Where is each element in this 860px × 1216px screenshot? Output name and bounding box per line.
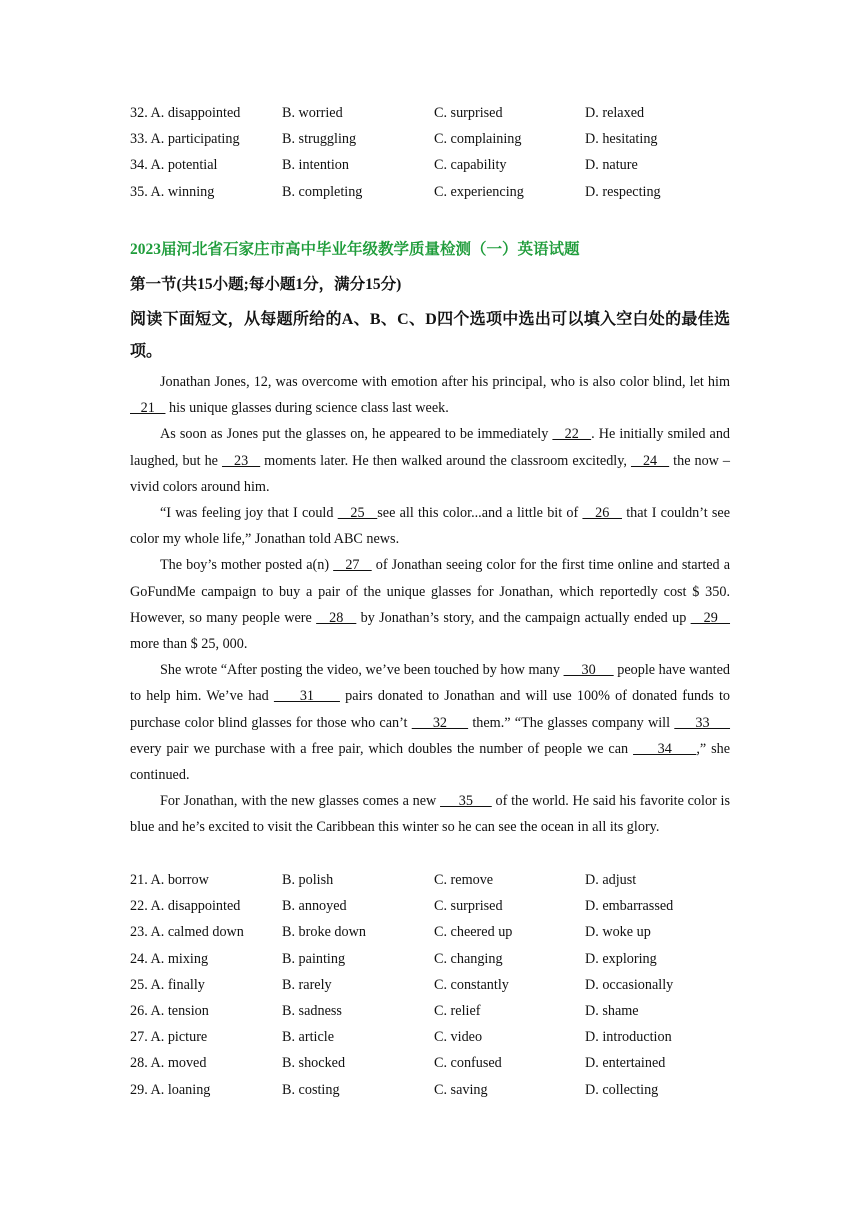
option-a: 33. A. participating [130,131,240,148]
option-row-26 [130,998,750,1024]
passage-text: moments later. He then walked around the classroom excitedly, [260,452,631,469]
option-row-21 [130,867,750,893]
option-c: C. surprised [434,105,503,121]
option-d: D. embarrassed [585,898,674,915]
option-b: B. intention [282,157,349,174]
passage-text: of the world. He said his favorite color is blue and he’s excited to visit the Caribbean this winter so he can see the ocean in all its glory. [130,793,730,836]
option-c: C. complaining [434,131,522,148]
option-b: B. rarely [282,976,332,993]
passage-text: of Jonathan seeing color for the first time online and started a GoFundMe campaign to buy a pair of the unique glasses for Jonathan, which reportedly cost $ 350. However, so many people were [130,557,731,626]
option-b: B. struggling [282,131,357,148]
passage-text: She wrote “After posting the video, we’ve been touched by how many [160,662,564,679]
option-d: D. woke up [585,924,651,941]
blank-29: 29 [690,609,731,626]
passage-text: by Jonathan’s story, and the campaign actually ended up [356,609,691,626]
passage-text: “I was feeling joy that I could [160,505,338,522]
passage-text: the now – vivid colors around him. [130,452,731,495]
option-b: B. broke down [282,924,366,941]
passage-text: people have wanted to help him. We’ve had [130,662,730,705]
option-c: C. saving [434,1081,488,1098]
option-row-22 [130,893,750,919]
option-c: C. constantly [434,976,509,993]
option-a: 21. A. borrow [130,872,209,888]
option-row-28 [130,1050,750,1076]
blank-33: 33 [674,714,731,731]
option-row-27 [130,1024,750,1050]
blank-27: 27 [333,557,372,574]
option-a: 24. A. mixing [130,950,209,967]
passage-text: see all this color...and a little bit of [377,505,583,522]
option-row-32 [130,100,750,126]
blank-32: 32 [411,714,469,731]
option-row-34 [130,152,750,178]
exam-title: 2023届河北省石家庄市高中毕业年级教学质量检测（一）英语试题 [130,241,580,258]
blank-21: 21 [130,400,166,417]
paragraph-4 [130,552,730,657]
option-a: 29. A. loaning [130,1081,211,1098]
blank-35: 35 [440,793,492,810]
option-b: B. shocked [282,1055,346,1072]
passage-text: more than $ 25, 000. [130,636,248,653]
passage-text: . He initially smiled and laughed, but he [130,426,731,469]
blank-34: 34 [633,740,697,757]
option-c: C. remove [434,872,494,888]
option-d: D. occasionally [585,976,674,993]
option-a: 27. A. picture [130,1029,208,1046]
option-c: C. relief [434,1002,481,1019]
option-d: D. collecting [585,1081,659,1098]
paragraph-6 [130,788,730,840]
passage-text: Jonathan Jones, 12, was overcome with emotion after his principal, who is also color blind, let him [160,374,730,390]
option-row-33 [130,126,750,152]
blank-26: 26 [582,505,622,522]
option-a: 22. A. disappointed [130,898,241,915]
option-d: D. entertained [585,1055,666,1072]
passage-text: As soon as Jones put the glasses on, he appeared to be immediately [160,426,553,443]
option-a: 25. A. finally [130,976,205,993]
option-row-24 [130,946,750,972]
option-b: B. article [282,1029,334,1046]
option-b: B. sadness [282,1002,342,1019]
option-d: D. introduction [585,1029,672,1046]
option-b: B. polish [282,872,334,888]
passage-text: his unique glasses during science class last week. [165,400,449,417]
option-d: D. hesitating [585,131,658,148]
option-c: C. experiencing [434,183,524,200]
option-c: C. confused [434,1055,502,1072]
option-c: C. capability [434,157,507,174]
option-b: B. annoyed [282,898,347,915]
passage-text: The boy’s mother posted a(n) [160,557,334,574]
option-c: C. cheered up [434,924,513,941]
blank-25: 25 [337,505,378,522]
option-c: C. video [434,1029,483,1046]
reading-passage [130,369,730,841]
passage-text: that I couldn’t see color my whole life,” Jonathan told ABC news. [130,505,731,548]
instructions: 阅读下面短文，从每题所给的A、B、C、D四个选项中选出可以填入空白处的最佳选项。 [130,311,730,360]
option-b: B. costing [282,1081,340,1098]
option-a: 34. A. potential [130,157,218,174]
paragraph-5 [130,657,730,788]
blank-22: 22 [552,426,592,443]
option-d: D. adjust [585,872,637,888]
option-d: D. relaxed [585,105,645,121]
option-c: C. changing [434,950,503,967]
blank-30: 30 [563,662,614,679]
option-b: B. completing [282,183,363,200]
blank-28: 28 [316,609,357,626]
passage-text: For Jonathan, with the new glasses comes a new [160,793,441,810]
top-option-list [130,100,750,205]
paragraph-1 [130,369,730,421]
option-row-29 [130,1077,750,1103]
blank-31: 31 [273,688,340,705]
blank-24: 24 [630,452,670,469]
option-a: 32. A. disappointed [130,105,241,121]
option-row-35 [130,179,750,205]
section-subtitle: 第一节(共15小题;每小题1分，满分15分) [130,276,402,293]
passage-text: ,” she continued. [130,740,731,784]
option-a: 28. A. moved [130,1055,207,1072]
passage-text: pairs donated to Jonathan and will use 100% of donated funds to purchase color blind glasses for those who can’t [130,688,730,731]
paragraph-2 [130,421,730,500]
passage-text: them.” “The glasses company will [468,714,675,731]
option-c: C. surprised [434,898,503,915]
option-a: 23. A. calmed down [130,924,244,941]
option-b: B. worried [282,105,343,121]
option-row-25 [130,972,750,998]
option-d: D. shame [585,1002,639,1019]
option-d: D. nature [585,157,638,174]
option-b: B. painting [282,950,346,967]
option-a: 35. A. winning [130,183,215,200]
option-a: 26. A. tension [130,1002,209,1019]
option-row-23 [130,919,750,945]
passage-text: every pair we purchase with a free pair, which doubles the number of people we can [130,740,634,757]
paragraph-3 [130,500,730,552]
blank-23: 23 [221,452,261,469]
option-d: D. respecting [585,183,661,200]
bottom-option-list [130,867,750,1103]
option-d: D. exploring [585,950,657,967]
